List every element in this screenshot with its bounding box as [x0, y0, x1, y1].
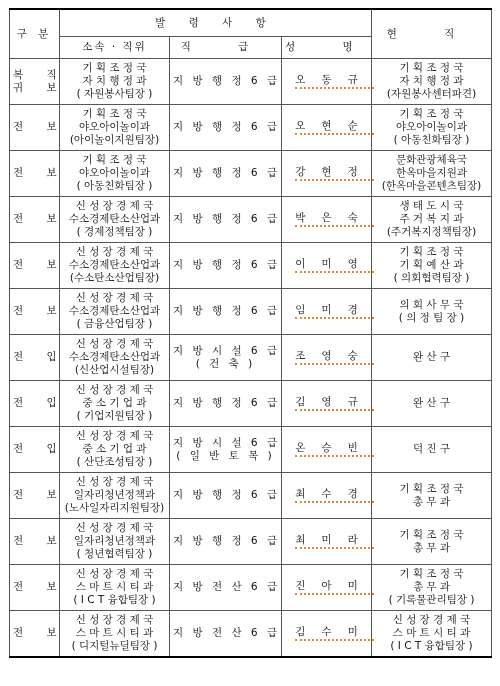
- division-cell: [10, 243, 67, 289]
- affiliation-cell-line: ( 경제정책팀장 ): [76, 226, 153, 238]
- affiliation-cell-line: 신 성 장 경 제 국: [75, 246, 154, 258]
- affiliation-cell: [60, 151, 170, 197]
- person-name: 김수미: [295, 626, 373, 641]
- affiliation-cell-line: ( I C T 융합팀장 ): [73, 594, 156, 606]
- affiliation-cell: [60, 427, 170, 473]
- current-post-cell-line: 생 태 도 시 국: [399, 200, 464, 212]
- affiliation-cell: [60, 611, 170, 657]
- current-post-cell: [372, 335, 492, 381]
- current-post-cell-line: (한옥마을콘텐츠팀장): [381, 180, 482, 192]
- person-name: 박은숙: [295, 212, 373, 227]
- affiliation-cell-line: 일자리청년정책과: [73, 535, 156, 547]
- person-name: 최수경: [295, 488, 373, 503]
- current-post-cell: [372, 105, 492, 151]
- person-name: 임미경: [295, 304, 373, 319]
- division-cell: [10, 381, 67, 427]
- affiliation-cell-line: 수소경제탄소산업과: [68, 351, 161, 363]
- affiliation-cell-line: 수소경제탄소산업과: [68, 305, 161, 317]
- table-row: [10, 151, 492, 197]
- current-post-cell: [372, 381, 492, 427]
- table-row: [10, 565, 492, 611]
- person-name: 오현순: [295, 120, 373, 135]
- personnel-order-table: [9, 8, 492, 658]
- grade-cell-line: 지 방 행 정 6 급: [173, 213, 281, 225]
- current-post-cell-line: ( 의 정 팀 장 ): [398, 311, 465, 324]
- division-cell-line: 전 보: [13, 213, 67, 225]
- affiliation-cell-line: ( 아동친화팀장 ): [76, 180, 153, 192]
- name-cell: [282, 289, 372, 335]
- affiliation-cell-line: 신 성 장 경 제 국: [75, 476, 154, 488]
- grade-cell: [170, 335, 282, 381]
- division-cell-line: 전 입: [13, 351, 67, 363]
- division-cell-line: 전 보: [13, 121, 67, 133]
- division-cell: [10, 151, 67, 197]
- grade-cell-line: ( 건 축 ): [195, 357, 256, 370]
- current-post-cell: [372, 243, 492, 289]
- affiliation-cell-line: 신 성 장 경 제 국: [75, 200, 154, 212]
- affiliation-cell-line: 수소경제탄소산업과: [68, 213, 161, 225]
- person-name: 오동규: [295, 74, 373, 89]
- division-cell-line: 전 보: [13, 535, 67, 547]
- current-post-cell-line: 기 획 조 정 국: [399, 246, 464, 258]
- name-cell: [282, 519, 372, 565]
- affiliation-cell-line: 일자리청년정책과: [73, 489, 156, 501]
- current-post-cell: [372, 565, 492, 611]
- current-post-cell-line: 야오아이놀이과: [395, 121, 467, 133]
- affiliation-cell-line: 자 치 행 정 과: [82, 75, 147, 87]
- grade-cell-line: 지 방 행 정 6 급: [173, 489, 281, 501]
- name-cell: [282, 611, 372, 657]
- affiliation-cell-line: ( 기업지원팀장 ): [76, 410, 153, 422]
- grade-cell: [170, 59, 282, 105]
- current-post-cell-line: (자원봉사센터파견): [386, 88, 477, 100]
- affiliation-cell-line: ( 자원봉사팀장 ): [76, 88, 153, 100]
- person-name: 조영숭: [295, 350, 373, 365]
- division-cell-line: 전 입: [13, 397, 67, 409]
- grade-cell-line: 지 방 전 산 6 급: [173, 581, 281, 593]
- affiliation-cell-line: 기 획 조 정 국: [82, 154, 147, 166]
- affiliation-cell-line: 스 마 트 시 티 과: [75, 581, 154, 593]
- current-post-cell-line: ( 의회협력팀장 ): [393, 272, 470, 284]
- current-post-cell-line: ( 기록물관리팀장 ): [388, 594, 475, 606]
- current-post-cell-line: 기 획 조 정 국: [399, 62, 464, 74]
- division-cell-line: 전 보: [13, 167, 67, 179]
- division-cell-line: 전 보: [13, 259, 67, 271]
- affiliation-cell: [60, 59, 170, 105]
- affiliation-cell: [60, 105, 170, 151]
- name-cell: [282, 565, 372, 611]
- grade-cell: [170, 243, 282, 289]
- affiliation-cell-line: 중 소 기 업 과: [82, 397, 147, 409]
- division-cell-line: 전 보: [13, 305, 67, 317]
- grade-cell-line: 지 방 행 정 6 급: [173, 121, 281, 133]
- table-row: [10, 197, 492, 243]
- grade-cell: [170, 427, 282, 473]
- current-post-cell-line: ( 아동친화팀장 ): [393, 134, 470, 146]
- person-name: 강현정: [295, 166, 373, 181]
- current-post-cell-line: 자 치 행 정 과: [399, 75, 464, 87]
- person-name: 이미영: [295, 258, 373, 273]
- division-cell-line: 전 입: [13, 443, 67, 455]
- current-post-cell-line: 총 무 과: [412, 581, 451, 593]
- current-post-cell: [372, 427, 492, 473]
- table-body: [10, 59, 492, 657]
- affiliation-cell-line: ( 산단조성팀장 ): [76, 456, 153, 468]
- grade-cell: [170, 197, 282, 243]
- grade-cell: [170, 473, 282, 519]
- affiliation-cell-line: ( 청년협력팀장 ): [76, 548, 153, 560]
- grade-cell-line: 지 방 행 정 6 급: [173, 259, 281, 271]
- division-cell-line: 전 보: [13, 581, 67, 593]
- affiliation-cell: [60, 243, 170, 289]
- grade-cell-line: 지 방 행 정 6 급: [173, 75, 281, 87]
- table-row: [10, 59, 492, 105]
- current-post-cell-line: 의 회 사 무 국: [399, 298, 464, 311]
- current-post-cell-line: 완 산 구: [412, 397, 451, 409]
- current-post-cell-line: 총 무 과: [412, 541, 451, 554]
- grade-cell: [170, 611, 282, 657]
- name-cell: [282, 243, 372, 289]
- current-post-cell: [372, 59, 492, 105]
- current-post-cell-line: 기 획 조 정 국: [399, 482, 464, 495]
- table-row: [10, 519, 492, 565]
- affiliation-cell-line: 신 성 장 경 제 국: [75, 613, 154, 626]
- affiliation-cell-line: 기 획 조 정 국: [82, 108, 147, 120]
- current-post-cell-line: (주거복지정책팀장): [386, 226, 477, 238]
- person-name: 김영규: [295, 396, 373, 411]
- affiliation-cell-line: (노사일자리지원팀장): [64, 502, 165, 514]
- grade-cell: [170, 289, 282, 335]
- header-order-group: 발 령 사 항: [60, 9, 372, 37]
- name-cell: [282, 105, 372, 151]
- current-post-cell-line: 한옥마을지원과: [395, 167, 467, 179]
- current-post-cell-line: ( I C T 융합팀장 ): [390, 639, 473, 652]
- division-cell: [10, 289, 67, 335]
- division-cell: [10, 105, 67, 151]
- header-name: 성 명: [282, 37, 372, 59]
- affiliation-cell: [60, 473, 170, 519]
- grade-cell-line: 지 방 행 정 6 급: [173, 167, 281, 179]
- current-post-cell-line: 기 획 조 정 국: [399, 108, 464, 120]
- current-post-cell-line: 스 마 트 시 티 과: [392, 626, 471, 639]
- current-post-cell-line: 완 산 구: [412, 351, 451, 363]
- name-cell: [282, 59, 372, 105]
- table-row: [10, 105, 492, 151]
- division-cell: [10, 427, 67, 473]
- division-cell: [10, 565, 67, 611]
- division-cell: [10, 59, 67, 105]
- person-name: 진아미: [295, 580, 373, 595]
- current-post-cell-line: 덕 진 구: [412, 443, 451, 455]
- table-row: [10, 381, 492, 427]
- affiliation-cell-line: 신 성 장 경 제 국: [75, 430, 154, 442]
- current-post-cell: [372, 151, 492, 197]
- person-name: 온승빈: [295, 442, 373, 457]
- affiliation-cell-line: 수소경제탄소산업과: [68, 259, 161, 271]
- current-post-cell-line: 기 획 예 산 과: [399, 259, 464, 271]
- table-row: [10, 427, 492, 473]
- header-affiliation: 소속 · 직위: [60, 37, 170, 59]
- name-cell: [282, 335, 372, 381]
- affiliation-cell-line: (신산업시설팀장): [74, 364, 155, 376]
- grade-cell: [170, 105, 282, 151]
- affiliation-cell-line: 스 마 트 시 티 과: [75, 626, 154, 639]
- affiliation-cell: [60, 565, 170, 611]
- affiliation-cell-line: 기 획 조 정 국: [82, 62, 147, 74]
- grade-cell-line: ( 일 반 토 목 ): [176, 449, 275, 462]
- current-post-cell: [372, 289, 492, 335]
- division-cell-line: 전 보: [13, 626, 67, 639]
- name-cell: [282, 427, 372, 473]
- table-row: [10, 289, 492, 335]
- name-cell: [282, 197, 372, 243]
- name-cell: [282, 151, 372, 197]
- grade-cell: [170, 381, 282, 427]
- person-name: 최미라: [295, 534, 373, 549]
- grade-cell-line: 지 방 시 설 6 급: [173, 344, 281, 357]
- affiliation-cell: [60, 381, 170, 427]
- affiliation-cell: [60, 519, 170, 565]
- name-cell: [282, 473, 372, 519]
- current-post-cell-line: 기 획 조 정 국: [399, 568, 464, 580]
- affiliation-cell-line: 신 성 장 경 제 국: [75, 384, 154, 396]
- current-post-cell: [372, 473, 492, 519]
- division-cell: [10, 335, 67, 381]
- grade-cell-line: 지 방 전 산 6 급: [173, 626, 281, 639]
- grade-cell-line: 지 방 행 정 6 급: [173, 535, 281, 547]
- division-cell: [10, 519, 67, 565]
- table-row: [10, 473, 492, 519]
- current-post-cell-line: 문화관광체육국: [395, 154, 467, 166]
- affiliation-cell-line: 야오아이놀이과: [78, 121, 150, 133]
- affiliation-cell-line: ( 디지털뉴딜팀장 ): [71, 639, 158, 652]
- division-cell: [10, 473, 67, 519]
- grade-cell: [170, 151, 282, 197]
- current-post-cell: [372, 519, 492, 565]
- affiliation-cell-line: 신 성 장 경 제 국: [75, 568, 154, 580]
- affiliation-cell: [60, 335, 170, 381]
- table-row: [10, 243, 492, 289]
- division-cell-line: 복 직: [13, 68, 67, 81]
- division-cell-line: 귀 보: [13, 81, 67, 94]
- name-cell: [282, 381, 372, 427]
- grade-cell-line: 지 방 시 설 6 급: [173, 436, 281, 449]
- grade-cell: [170, 519, 282, 565]
- current-post-cell-line: 총 무 과: [412, 495, 451, 508]
- affiliation-cell-line: 중 소 기 업 과: [82, 443, 147, 455]
- affiliation-cell-line: (아이놀이지원팀장): [69, 134, 160, 146]
- grade-cell: [170, 565, 282, 611]
- division-cell: [10, 611, 67, 657]
- affiliation-cell-line: (수소탄소산업팀장): [69, 272, 160, 284]
- current-post-cell: [372, 611, 492, 657]
- division-cell-line: 전 보: [13, 489, 67, 501]
- affiliation-cell: [60, 289, 170, 335]
- table-row: [10, 611, 492, 657]
- current-post-cell-line: 신 성 장 경 제 국: [392, 613, 471, 626]
- header-current-post: 현 직: [372, 9, 492, 59]
- division-cell: [10, 197, 67, 243]
- affiliation-cell-line: 신 성 장 경 제 국: [75, 338, 154, 350]
- affiliation-cell: [60, 197, 170, 243]
- current-post-cell-line: 주 거 복 지 과: [399, 213, 464, 225]
- header-grade: 직 급: [170, 37, 282, 59]
- affiliation-cell-line: 야오아이놀이과: [78, 167, 150, 179]
- grade-cell-line: 지 방 행 정 6 급: [173, 305, 281, 317]
- current-post-cell-line: 기 획 조 정 국: [399, 528, 464, 541]
- affiliation-cell-line: 신 성 장 경 제 국: [75, 292, 154, 304]
- affiliation-cell-line: 신 성 장 경 제 국: [75, 522, 154, 534]
- current-post-cell: [372, 197, 492, 243]
- header-division: 구 분: [10, 9, 60, 59]
- affiliation-cell-line: ( 금융산업팀장 ): [76, 318, 153, 330]
- table-row: [10, 335, 492, 381]
- grade-cell-line: 지 방 행 정 6 급: [173, 397, 281, 409]
